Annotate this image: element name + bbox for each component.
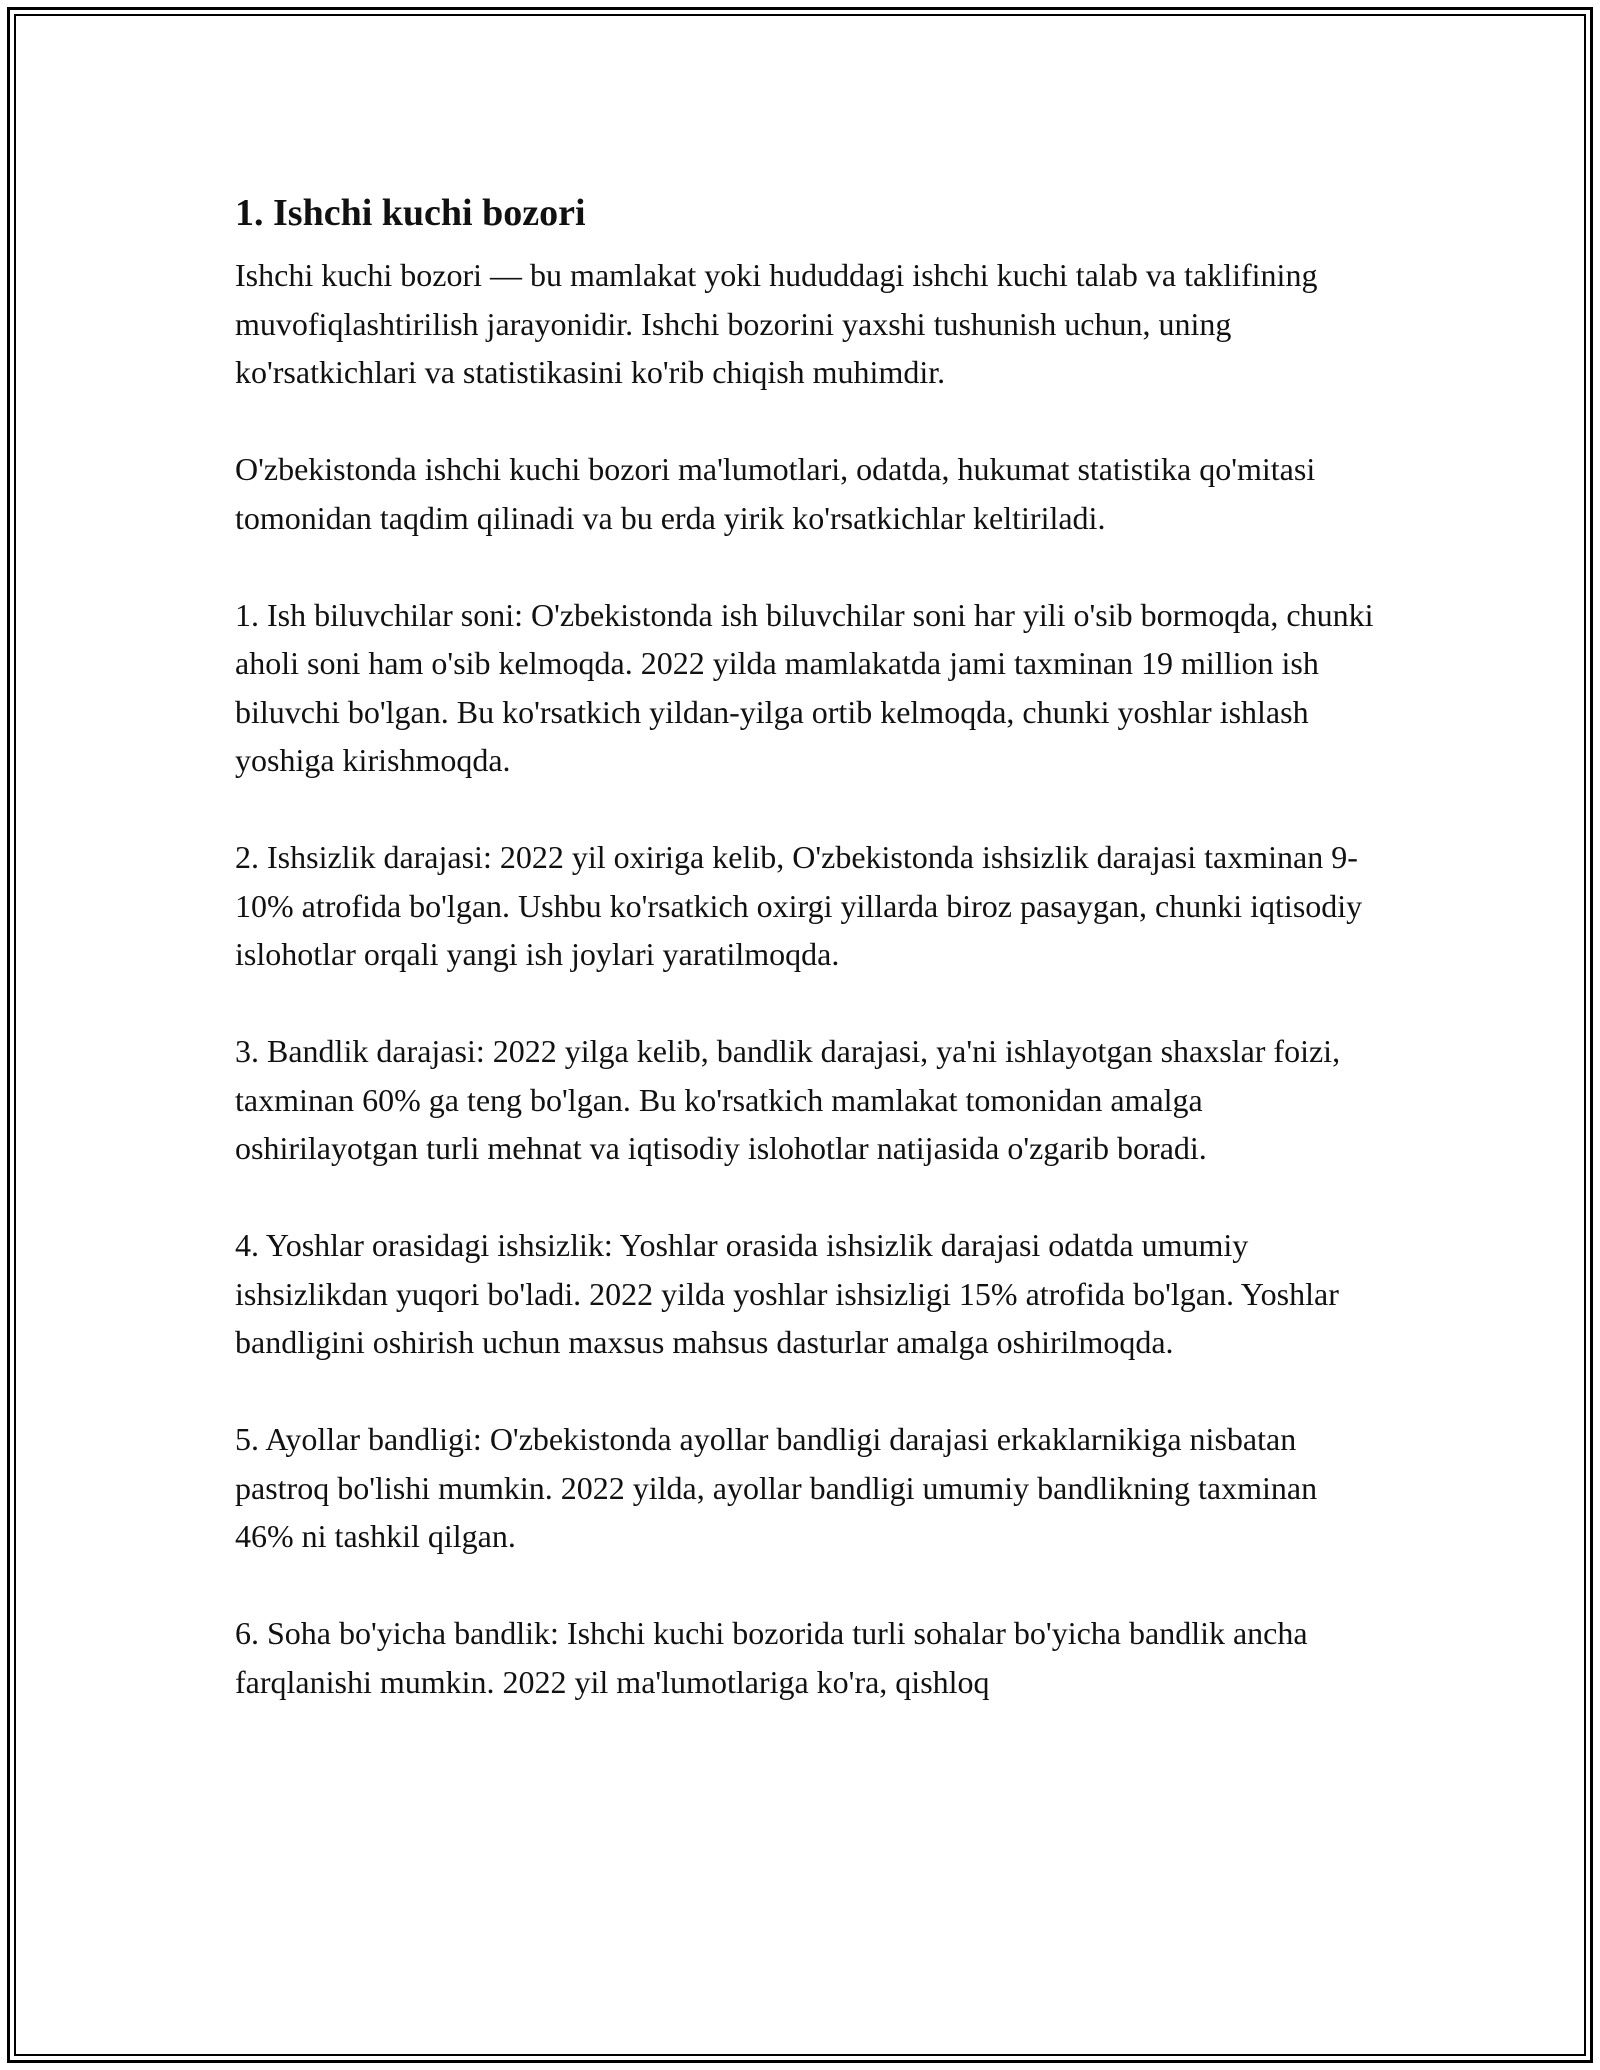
source-paragraph: O'zbekistonda ishchi kuchi bozori ma'lumotlari, odatda, hukumat statistika qo'mitasi tomonidan taqdim qilinadi va bu erda yirik ko'rsatkichlar keltiriladi. (235, 451, 1316, 536)
section-heading: 1. Ishchi kuchi bozori (235, 192, 586, 234)
point-youth-unemployment: 4. Yoshlar orasidagi ishsizlik: Yoshlar orasida ishsizlik darajasi odatda umumiy ishsizlikdan yuqori bo'ladi. 2022 yilda yoshlar ishsizligi 15% atrofida bo'lgan. Yoshlar bandligini oshirish uchun maxsus mahsus dasturlar amalga oshirilmoqda. (235, 1227, 1339, 1360)
point-unemployment-rate: 2. Ishsizlik darajasi: 2022 yil oxiriga kelib, O'zbekistonda ishsizlik darajasi taxminan 9-10% atrofida bo'lgan. Ushbu ko'rsatkich oxirgi yillarda biroz pasaygan, chunki iqtisodiy islohotlar orqali yangi ish joylari yaratilmoqda. (235, 839, 1363, 972)
point-women-employment: 5. Ayollar bandligi: O'zbekistonda ayollar bandligi darajasi erkaklarnikiga nisbatan pastroq bo'lishi mumkin. 2022 yilda, ayollar bandligi umumiy bandlikning taxminan 46% ni tashkil qilgan. (235, 1421, 1318, 1554)
intro-paragraph: Ishchi kuchi bozori — bu mamlakat yoki hududdagi ishchi kuchi talab va taklifining muvofiqlashtirilish jarayonidir. Ishchi bozorini yaxshi tushunish uchun, uning ko'rsatkichlari va statistikasini ko'rib chiqish muhimdir. (235, 257, 1318, 390)
point-employment-rate: 3. Bandlik darajasi: 2022 yilga kelib, bandlik darajasi, ya'ni ishlayotgan shaxslar foizi, taxminan 60% ga teng bo'lgan. Bu ko'rsatkich mamlakat tomonidan amalga oshirilayotgan turli mehnat va iqtisodiy islohotlar natijasida o'zgarib boradi. (235, 1033, 1341, 1166)
point-sector-employment: 6. Soha bo'yicha bandlik: Ishchi kuchi bozorida turli sohalar bo'yicha bandlik ancha farqlanishi mumkin. 2022 yil ma'lumotlariga ko'ra, qishloq (235, 1615, 1308, 1700)
point-job-seekers: 1. Ish biluvchilar soni: O'zbekistonda ish biluvchilar soni har yili o'sib bormoqda, chunki aholi soni ham o'sib kelmoqda. 2022 yilda mamlakatda jami taxminan 19 million ish biluvchi bo'lgan. Bu ko'rsatkich yildan-yilga ortib kelmoqda, chunki yoshlar ishlash yoshiga kirishmoqda. (235, 596, 1374, 778)
document-body (235, 185, 1375, 1755)
